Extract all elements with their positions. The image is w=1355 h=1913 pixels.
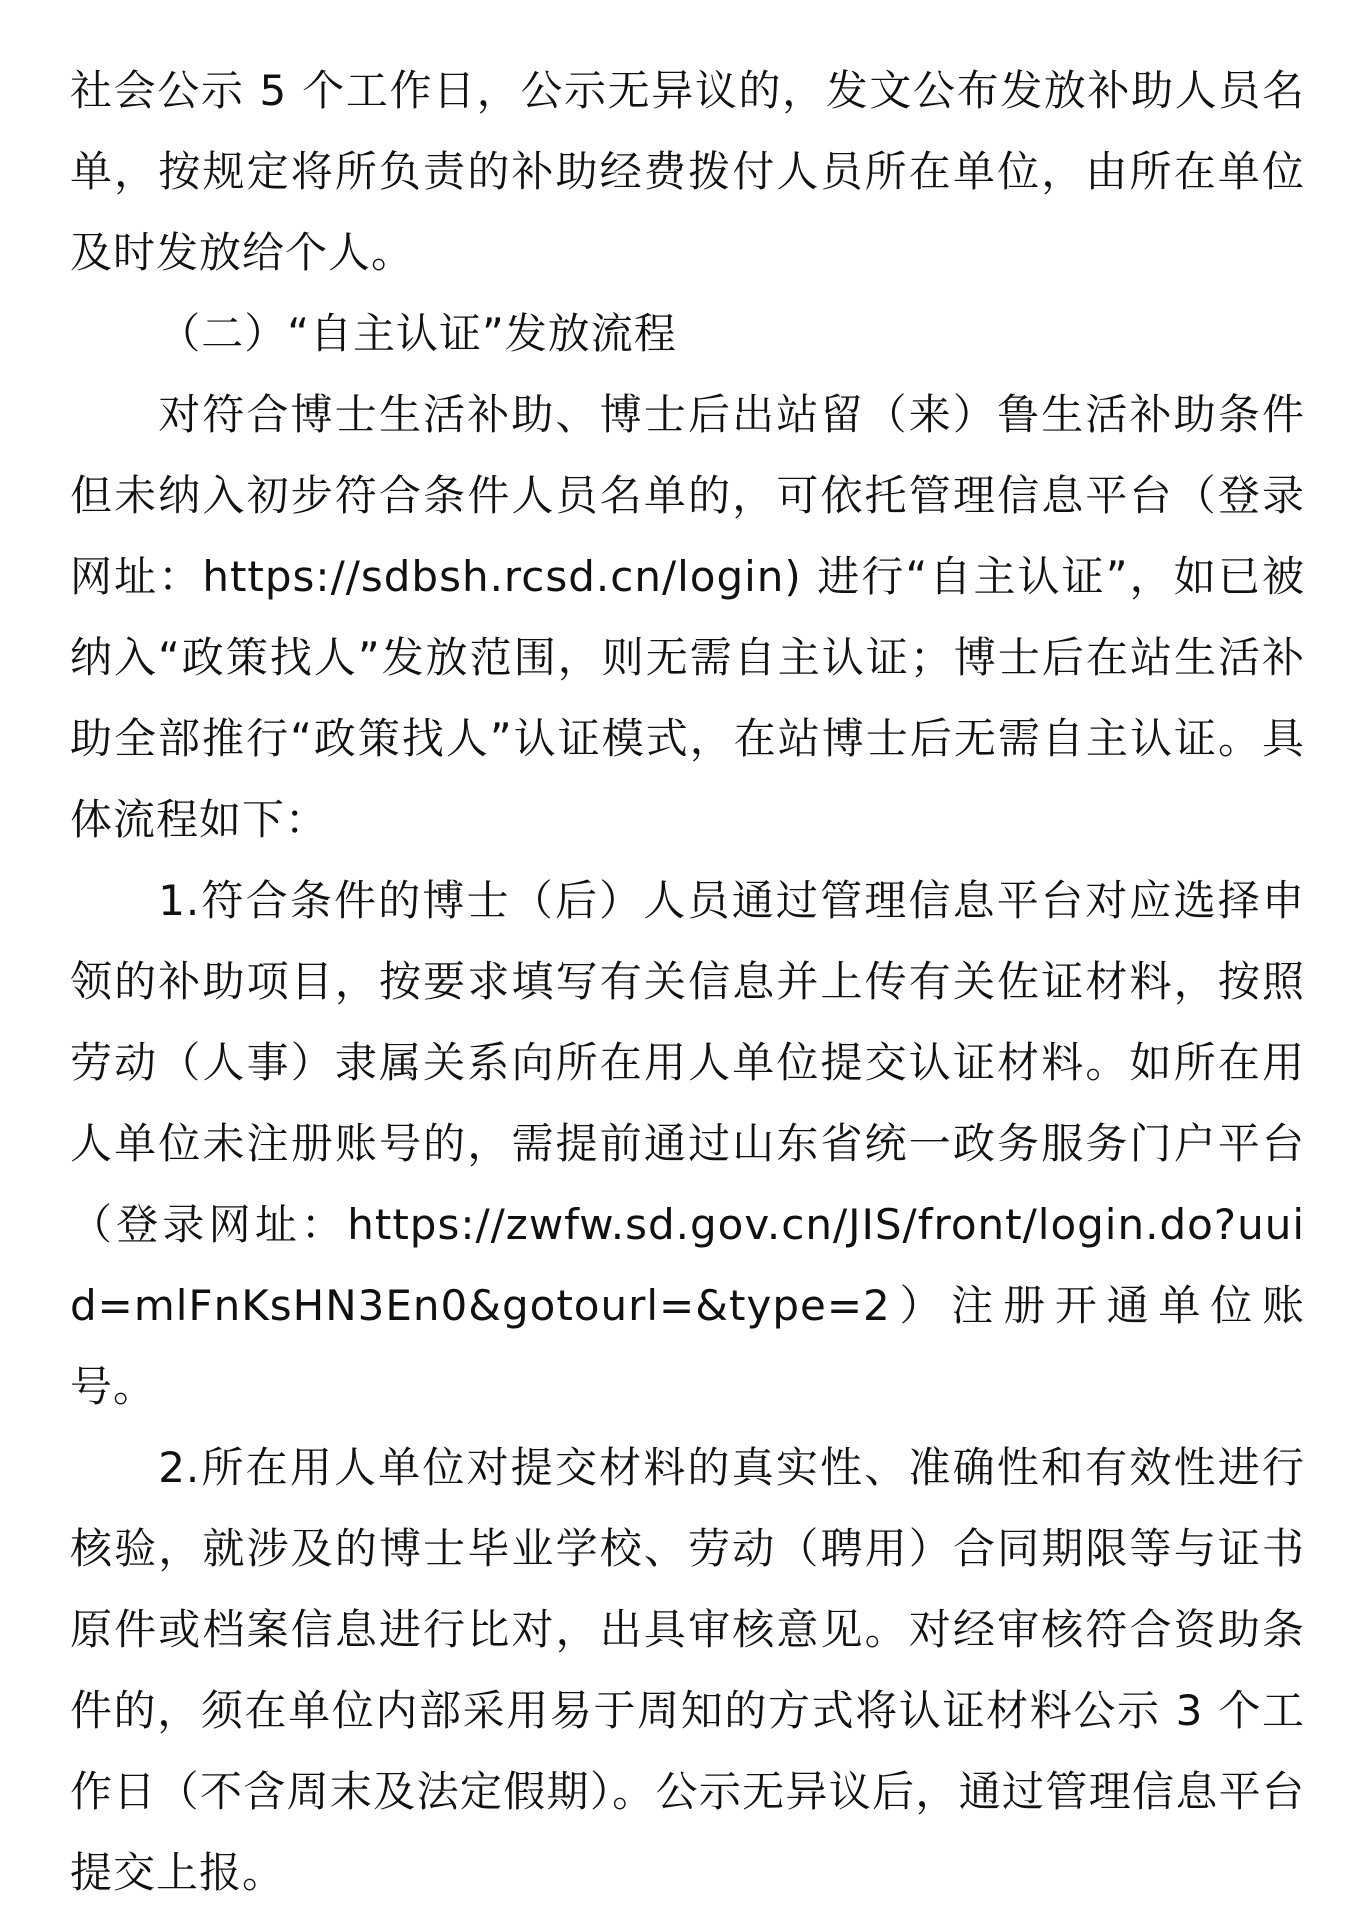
document-body [70, 50, 1305, 1913]
paragraph-step-2: 2.所在用人单位对提交材料的真实性、准确性和有效性进行核验，就涉及的博士毕业学校、劳动（聘用）合同期限等与证书原件或档案信息进行比对，出具审核意见。对经审核符合资助条件的，须在单位内部采用易于周知的方式将认证材料公示 3 个工作日（不含周末及法定假期）。公示无异议后，通过管理信息平台提交上报。 [70, 1443, 1305, 1897]
paragraph-step-1: 1.符合条件的博士（后）人员通过管理信息平台对应选择申领的补助项目，按要求填写有关信息并上传有关佐证材料，按照劳动（人事）隶属关系向所在用人单位提交认证材料。如所在用人单位未注册账号的，需提前通过山东省统一政务服务门户平台（登录网址：https://zwfw.sd.gov.cn/JIS/front/login.do?uuid=mlFnKsHN3En0&gotourl=&type=2）注册开通单位账号。 [70, 876, 1305, 1411]
paragraph-self-certification-intro: 对符合博士生活补助、博士后出站留（来）鲁生活补助条件但未纳入初步符合条件人员名单的，可依托管理信息平台（登录网址：https://sdbsh.rcsd.cn/login) 进行“自主认证”，如已被纳入“政策找人”发放范围，则无需自主认证；博士后在站生活补助全部推行“政策找人”认证模式，在站博士后无需自主认证。具体流程如下： [70, 390, 1305, 844]
paragraph-publicity-continuation: 社会公示 5 个工作日，公示无异议的，发文公布发放补助人员名单，按规定将所负责的补助经费拨付人员所在单位，由所在单位及时发放给个人。 [70, 66, 1305, 277]
section-heading-self-certification: （二）“自主认证”发放流程 [158, 309, 677, 358]
